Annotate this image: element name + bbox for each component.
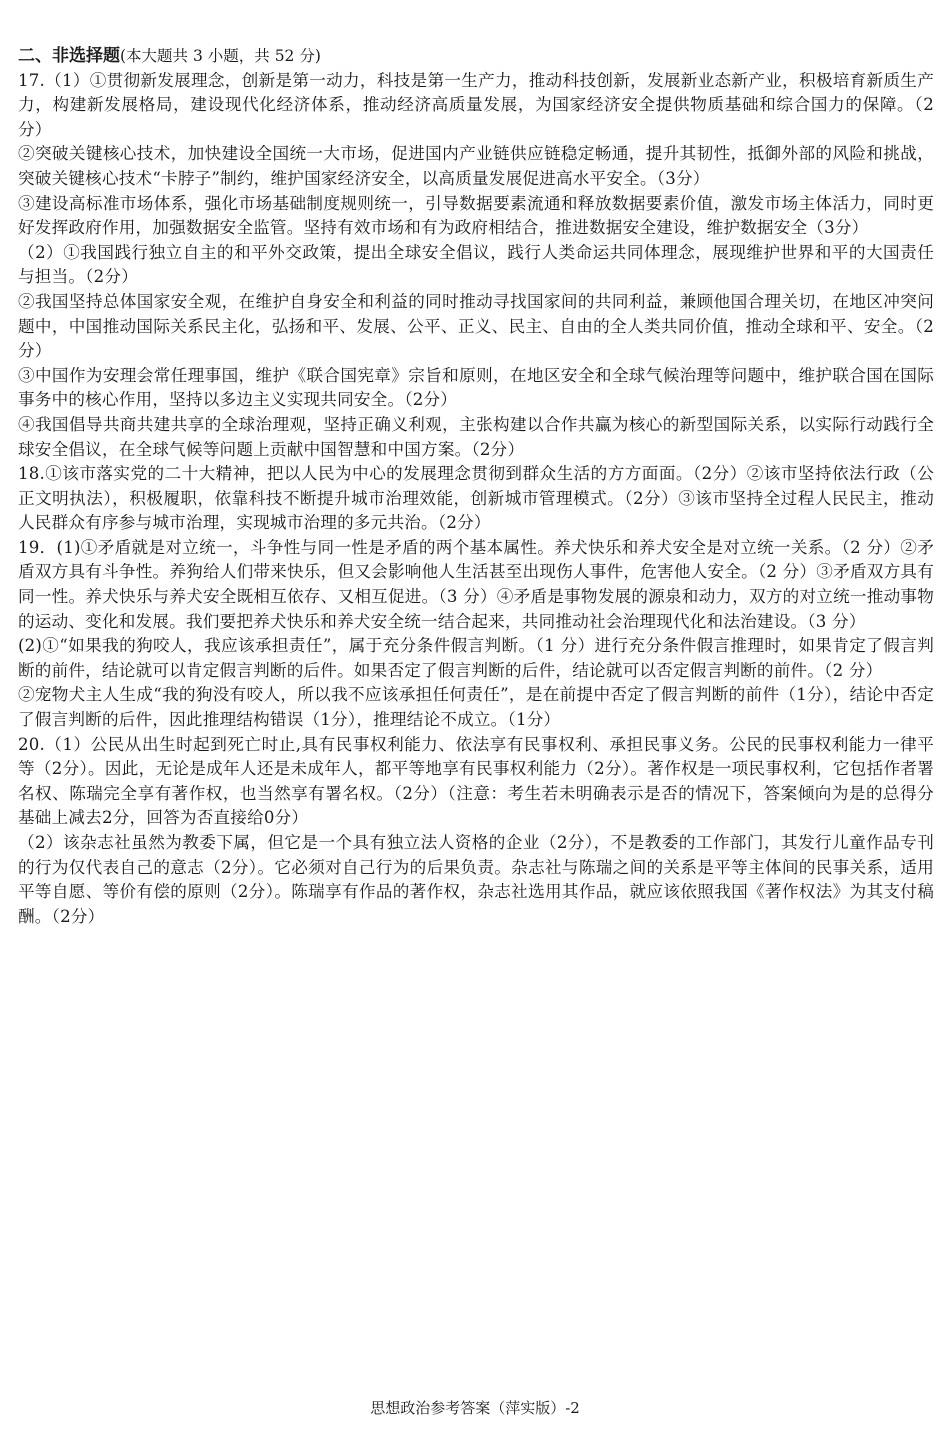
- answer-17-1-1: 17.（1）①贯彻新发展理念，创新是第一动力，科技是第一生产力，推动科技创新，发展新业态新产业，积极培育新质生产力，构建新发展格局，建设现代化经济体系，推动经济高质量发展，为国家经济安全提供物质基础和综合国力的保障。（2分）: [18, 70, 934, 139]
- answer-20-1: 20.（1）公民从出生时起到死亡时止,具有民事权利能力、依法享有民事权利、承担民事义务。公民的民事权利能力一律平等（2分）。因此，无论是成年人还是未成年人，都平等地享有民事权利能力（2分）。著作权是一项民事权利，它包括作者署名权、陈瑞完全享有著作权，也当然享有署名权。（2分）（注意：考生若未明确表示是否的情况下，答案倾向为是的总得分基础上减去2分，回答为否直接给0分）: [18, 734, 934, 828]
- answer-17-1-3: ③建设高标准市场体系，强化市场基础制度规则统一，引导数据要素流通和释放数据要素价值，激发市场主体活力，同时更好发挥政府作用，加强数据安全监管。坚持有效市场和有为政府相结合，推进数据安全建设，维护数据安全（3分）: [18, 193, 934, 238]
- answer-17-2-1: （2）①我国践行独立自主的和平外交政策，提出全球安全倡议，践行人类命运共同体理念，展现维护世界和平的大国责任与担当。（2分）: [18, 242, 934, 287]
- answer-20-2: （2）该杂志社虽然为教委下属，但它是一个具有独立法人资格的企业（2分），不是教委的工作部门，其发行儿童作品专刊的行为仅代表自己的意志（2分）。它必须对自己行为的后果负责。杂志社与陈瑞之间的关系是平等主体间的民事关系，适用平等自愿、等价有偿的原则（2分）。陈瑞享有作品的著作权，杂志社选用其作品，就应该依照我国《著作权法》为其支付稿酬。（2分）: [18, 833, 934, 926]
- answer-page: [18, 44, 934, 929]
- answer-17-2-2: ②我国坚持总体国家安全观，在维护自身安全和利益的同时推动寻找国家间的共同利益，兼顾他国合理关切，在地区冲突问题中，中国推动国际关系民主化，弘扬和平、发展、公平、正义、民主、自由的全人类共同价值，推动全球和平、安全。（2分）: [18, 291, 934, 361]
- answer-17-2-4: ④我国倡导共商共建共享的全球治理观，坚持正确义利观，主张构建以合作共赢为核心的新型国际关系，以实际行动践行全球安全倡议，在全球气候等问题上贡献中国智慧和中国方案。（2分）: [18, 414, 934, 459]
- section-heading: [18, 44, 934, 69]
- answer-19-2-1: (2)①“如果我的狗咬人，我应该承担责任”，属于充分条件假言判断。（1 分）进行充分条件假言推理时，如果肯定了假言判断的前件，结论就可以肯定假言判断的后件。如果否定了假言判断的后件，结论就可以否定假言判断的前件。（2 分）: [18, 636, 934, 680]
- answer-17-1-2: ②突破关键核心技术，加快建设全国统一大市场，促进国内产业链供应链稳定畅通，提升其韧性，抵御外部的风险和挑战，突破关键核心技术“卡脖子”制约，维护国家经济安全，以高质量发展促进高水平安全。（3分）: [18, 144, 934, 188]
- answer-19-2-2: ②宠物犬主人生成“我的狗没有咬人，所以我不应该承担任何责任”，是在前提中否定了假言判断的前件（1分），结论中否定了假言判断的后件，因此推理结构错误（1分），推理结论不成立。（1分）: [18, 685, 934, 730]
- page-footer: 思想政治参考答案（萍实版）-2: [370, 1399, 580, 1417]
- section-title: 二、非选择题: [18, 46, 120, 66]
- answer-18: 18.①该市落实党的二十大精神，把以人民为中心的发展理念贯彻到群众生活的方方面面。（2分）②该市坚持依法行政（公正文明执法），积极履职，依靠科技不断提升城市治理效能，创新城市管理模式。（2分）③该市坚持全过程人民民主，推动人民群众有序参与城市治理，实现城市治理的多元共治。（2分）: [18, 464, 934, 533]
- section-note: (本大题共 3 小题，共 52 分): [120, 47, 321, 65]
- answer-19-1: 19．(1)①矛盾就是对立统一，斗争性与同一性是矛盾的两个基本属性。养犬快乐和养犬安全是对立统一关系。（2 分）②矛盾双方具有斗争性。养狗给人们带来快乐，但又会影响他人生活甚至出现伤人事件，危害他人安全。（2 分）③矛盾双方具有同一性。养犬快乐与养犬安全既相互依存、又相互促进。（3 分）④矛盾是事物发展的源泉和动力，双方的对立统一推动事物的运动、变化和发展。我们要把养犬快乐和养犬安全统一结合起来，共同推动社会治理现代化和法治建设。（3 分）: [18, 537, 934, 631]
- answer-17-2-3: ③中国作为安理会常任理事国，维护《联合国宪章》宗旨和原则，在地区安全和全球气候治理等问题中，维护联合国在国际事务中的核心作用，坚持以多边主义实现共同安全。（2分）: [18, 365, 934, 410]
